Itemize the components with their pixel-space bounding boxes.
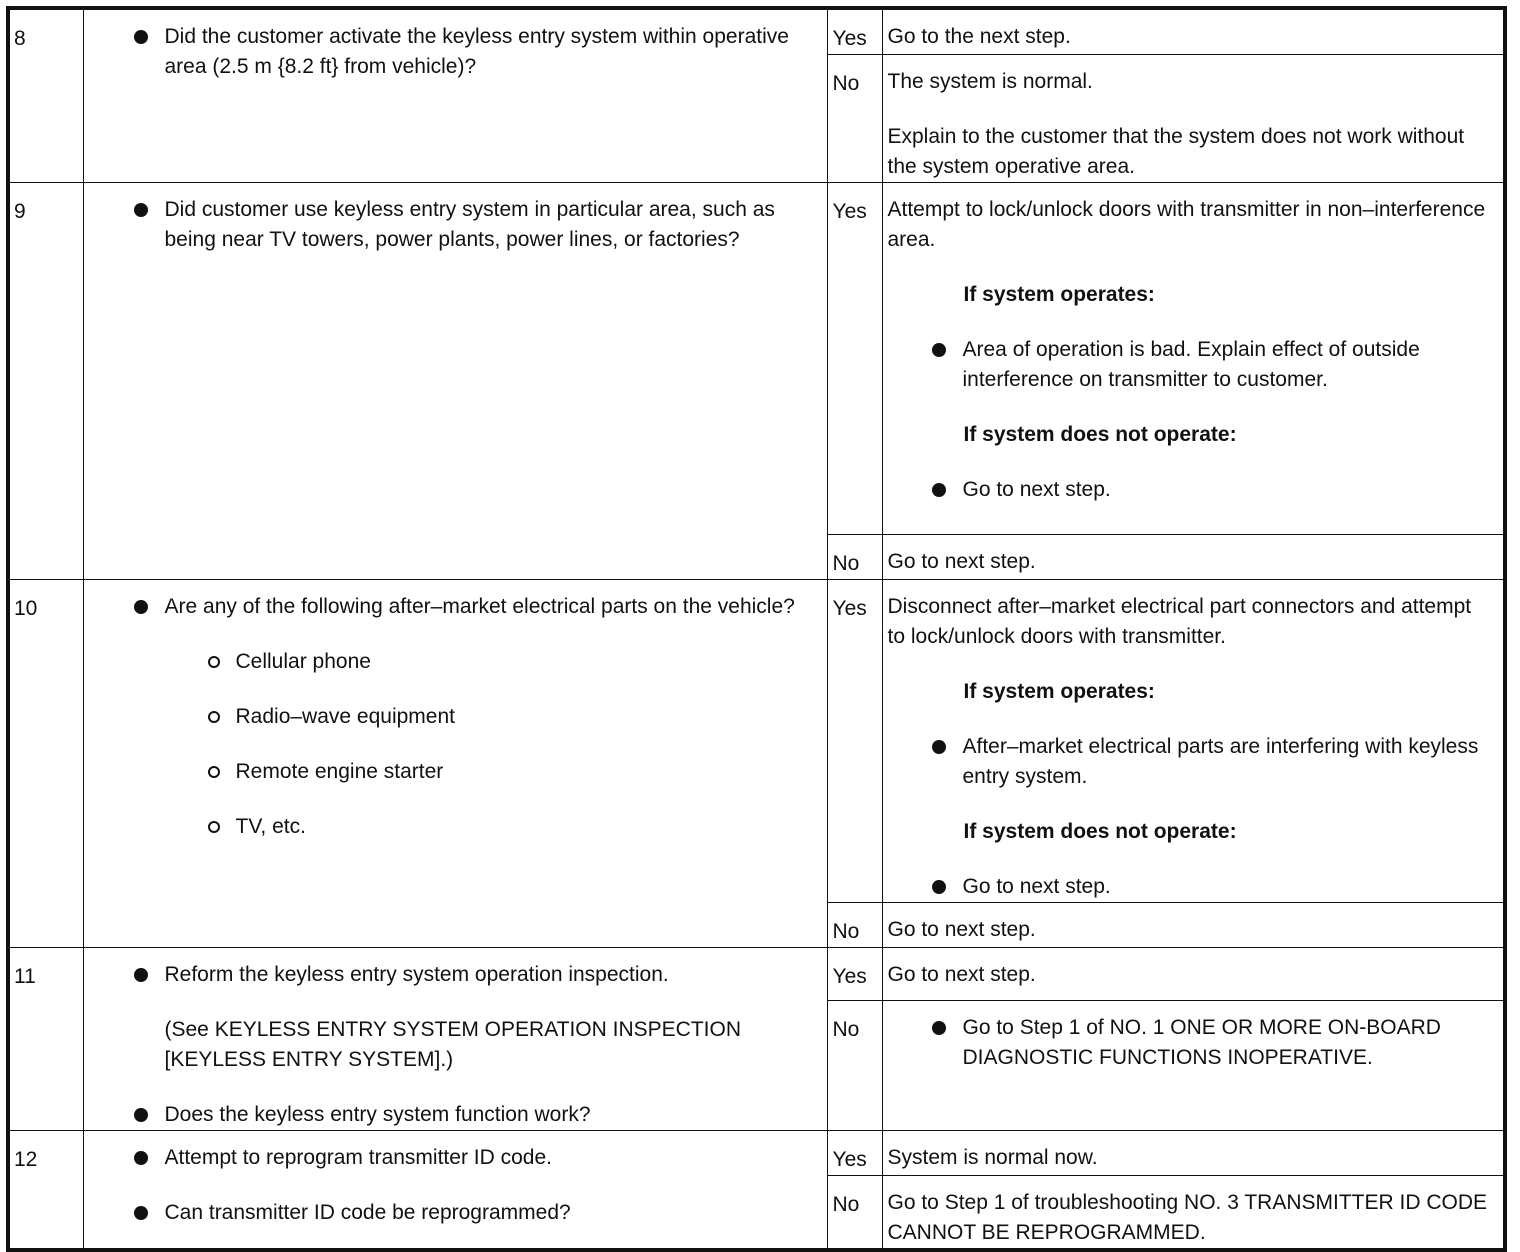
bullet-icon (932, 343, 946, 357)
yes-label: Yes (827, 183, 882, 535)
inspection-item: Attempt to reprogram transmitter ID code. (134, 1143, 809, 1173)
part-item: TV, etc. (208, 812, 809, 842)
circle-bullet-icon (208, 711, 220, 723)
action-text: Go to next step. (887, 963, 1036, 986)
inspection-item: Are any of the following after–market electrical parts on the vehicle? (134, 592, 809, 622)
bullet-icon (932, 740, 946, 754)
no-action-cell (882, 535, 1505, 580)
no-action-cell (882, 1176, 1505, 1251)
step-9-yes-row (8, 183, 1505, 535)
no-action-cell (882, 1001, 1505, 1131)
inspection-item: Did customer use keyless entry system in particular area, such as being near TV towers, power plants, power lines, or factories? (134, 195, 809, 255)
yes-action-cell (882, 183, 1505, 535)
bullet-icon (932, 483, 946, 497)
yes-label: Yes (827, 1131, 882, 1176)
bullet-icon (932, 880, 946, 894)
action-text: The system is normal. (887, 70, 1093, 93)
action-text: Go to Step 1 of troubleshooting NO. 3 TRANSMITTER ID CODE CANNOT BE REPROGRAMMED. (887, 1191, 1488, 1244)
operates-item: Area of operation is bad. Explain effect of outside interference on transmitter to customer. (932, 335, 1490, 395)
bullet-icon (134, 1206, 148, 1220)
step-8-yes-row (8, 8, 1505, 55)
step-number: 9 (8, 183, 83, 580)
inspection-cell (83, 8, 827, 183)
inspection-cell (83, 183, 827, 580)
action-text: Go to next step. (887, 550, 1036, 573)
no-label: No (827, 535, 882, 580)
bullet-icon (134, 1108, 148, 1122)
bullet-icon (134, 203, 148, 217)
inspection-cell (83, 1131, 827, 1251)
yes-label: Yes (827, 948, 882, 1001)
action-text: Go to next step. (887, 918, 1036, 941)
no-label: No (827, 1001, 882, 1131)
part-item: Cellular phone (208, 647, 809, 677)
step-12-yes-row (8, 1131, 1505, 1176)
no-label: No (827, 1176, 882, 1251)
inspection-item: Does the keyless entry system function work? (134, 1100, 809, 1130)
yes-label: Yes (827, 8, 882, 55)
action-text: Disconnect after–market electrical part connectors and attempt to lock/unlock doors with transmitter. (887, 595, 1472, 648)
inspection-cell (83, 948, 827, 1131)
not-operates-item: Go to next step. (932, 475, 1490, 505)
action-text: Go to the next step. (887, 25, 1071, 48)
circle-bullet-icon (208, 656, 220, 668)
if-operates-heading: If system operates: (963, 283, 1155, 306)
bullet-icon (134, 600, 148, 614)
no-label: No (827, 903, 882, 948)
bullet-icon (134, 30, 148, 44)
step-number: 12 (8, 1131, 83, 1251)
inspection-item: Reform the keyless entry system operation inspection. (134, 960, 809, 990)
inspection-reference: (See KEYLESS ENTRY SYSTEM OPERATION INSPECTION [KEYLESS ENTRY SYSTEM].) (164, 1018, 741, 1071)
if-not-operates-heading: If system does not operate: (963, 820, 1237, 843)
inspection-cell (83, 580, 827, 948)
if-not-operates-heading: If system does not operate: (963, 423, 1237, 446)
yes-action-cell (882, 8, 1505, 55)
no-action-cell (882, 903, 1505, 948)
bullet-icon (134, 1151, 148, 1165)
inspection-item: Did the customer activate the keyless entry system within operative area (2.5 m {8.2 ft} from vehicle)? (134, 22, 809, 82)
operates-item: After–market electrical parts are interfering with keyless entry system. (932, 732, 1490, 792)
inspection-item: Can transmitter ID code be reprogrammed? (134, 1198, 809, 1228)
if-operates-heading: If system operates: (963, 680, 1155, 703)
part-item: Remote engine starter (208, 757, 809, 787)
bullet-icon (932, 1021, 946, 1035)
action-text-explain: Explain to the customer that the system does not work without the system operative area. (887, 125, 1465, 178)
step-number: 11 (8, 948, 83, 1131)
step-number: 8 (8, 8, 83, 183)
no-label: No (827, 55, 882, 183)
yes-action-cell (882, 1131, 1505, 1176)
bullet-icon (134, 968, 148, 982)
action-item: Go to Step 1 of NO. 1 ONE OR MORE ON-BOARD DIAGNOSTIC FUNCTIONS INOPERATIVE. (932, 1013, 1490, 1073)
part-item: Radio–wave equipment (208, 702, 809, 732)
yes-action-cell (882, 948, 1505, 1001)
step-10-yes-row (8, 580, 1505, 903)
step-11-yes-row (8, 948, 1505, 1001)
action-text: System is normal now. (887, 1146, 1098, 1169)
circle-bullet-icon (208, 821, 220, 833)
troubleshooting-table (6, 6, 1507, 1252)
no-action-cell (882, 55, 1505, 183)
yes-action-cell (882, 580, 1505, 903)
yes-label: Yes (827, 580, 882, 903)
step-number: 10 (8, 580, 83, 948)
not-operates-item: Go to next step. (932, 872, 1490, 902)
circle-bullet-icon (208, 766, 220, 778)
action-text: Attempt to lock/unlock doors with transmitter in non–interference area. (887, 198, 1486, 251)
